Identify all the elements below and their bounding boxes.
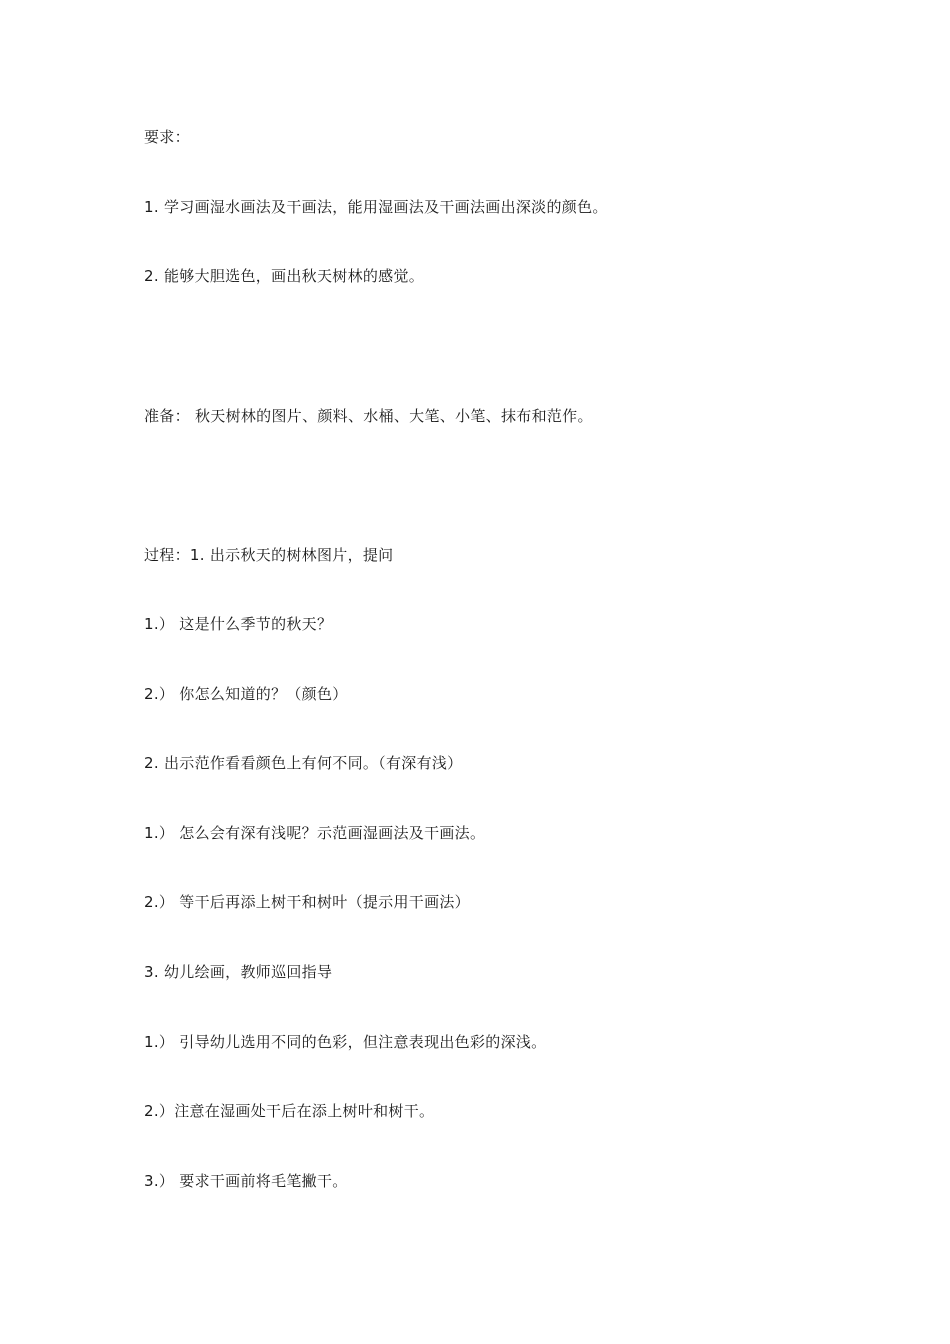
requirement-item-1: 1. 学习画湿水画法及干画法，能用湿画法及干画法画出深淡的颜色。 xyxy=(144,198,608,216)
process-step-3: 3. 幼儿绘画，教师巡回指导 xyxy=(144,963,333,981)
process-step-3-item-1: 1.） 引导幼儿选用不同的色彩，但注意表现出色彩的深浅。 xyxy=(144,1033,547,1051)
process-step-3-item-3: 3.） 要求干画前将毛笔撇干。 xyxy=(144,1172,348,1190)
process-step-1: 过程：1. 出示秋天的树林图片，提问 xyxy=(144,546,394,564)
process-step-2-item-2: 2.） 等干后再添上树干和树叶（提示用干画法） xyxy=(144,893,470,911)
process-step-1-question-1: 1.） 这是什么季节的秋天？ xyxy=(144,615,333,633)
process-step-3-item-2: 2.）注意在湿画处干后在添上树叶和树干。 xyxy=(144,1102,435,1120)
requirement-item-2: 2. 能够大胆选色，画出秋天树林的感觉。 xyxy=(144,267,425,285)
preparation-line: 准备： 秋天树林的图片、颜料、水桶、大笔、小笔、抹布和范作。 xyxy=(144,407,593,425)
process-step-1-question-2: 2.） 你怎么知道的？（颜色） xyxy=(144,685,348,703)
process-step-2-item-1: 1.） 怎么会有深有浅呢？示范画湿画法及干画法。 xyxy=(144,824,486,842)
process-step-2: 2. 出示范作看看颜色上有何不同。（有深有浅） xyxy=(144,754,463,772)
requirements-heading: 要求： xyxy=(144,128,190,146)
